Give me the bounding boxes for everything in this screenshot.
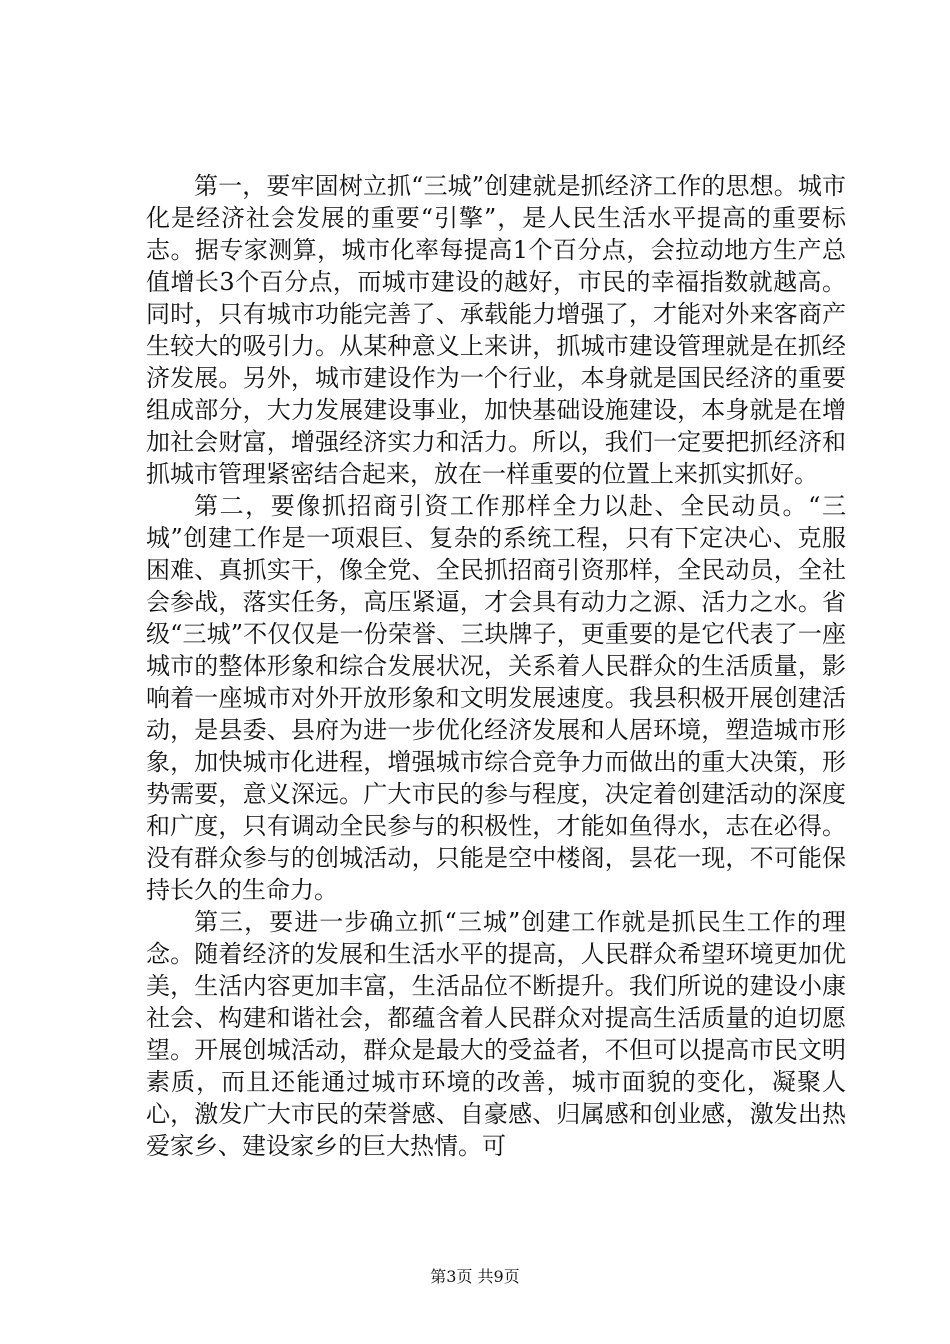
paragraph-3: 第三，要进一步确立抓“三城”创建工作就是抓民生工作的理念。随着经济的发展和生活水平的提高，人民群众希望环境更加优美，生活内容更加丰富，生活品位不断提升。我们所说的建设小康社会、构建和谐社会，都蕴含着人民群众对提高生活质量的迫切愿望。开展创城活动，群众是最大的受益者，不但可以提高市民文明素质，而且还能通过城市环境的改善，城市面貌的变化，凝聚人心，激发广大市民的荣誉感、自豪感、归属感和创业感，激发出热爱家乡、建设家乡的巨大热情。可 [146, 908, 846, 1160]
paragraph-2: 第二，要像抓招商引资工作那样全力以赴、全民动员。“三城”创建工作是一项艰巨、复杂的系统工程，只有下定决心、克服困难、真抓实干，像全党、全民抓招商引资那样，全民动员，全社会参战，落实任务，高压紧逼，才会具有动力之源、活力之水。省级“三城”不仅仅是一份荣誉、三块牌子，更重要的是它代表了一座城市的整体形象和综合发展状况，关系着人民群众的生活质量，影响着一座城市对外开放形象和文明发展速度。我县积极开展创建活动，是县委、县府为进一步优化经济发展和人居环境，塑造城市形象，加快城市化进程，增强城市综合竞争力而做出的重大决策，形势需要，意义深远。广大市民的参与程度，决定着创建活动的深度和广度，只有调动全民参与的积极性，才能如鱼得水，志在必得。没有群众参与的创城活动，只能是空中楼阁，昙花一现，不可能保持长久的生命力。 [146, 492, 846, 904]
paragraph-1: 第一，要牢固树立抓“三城”创建就是抓经济工作的思想。城市化是经济社会发展的重要“引擎”，是人民生活水平提高的重要标志。据专家测算，城市化率每提高1个百分点，会拉动地方生产总值增长3个百分点，而城市建设的越好，市民的幸福指数就越高。同时，只有城市功能完善了、承载能力增强了，才能对外来客商产生较大的吸引力。从某种意义上来讲，抓城市建设管理就是在抓经济发展。另外，城市建设作为一个行业，本身就是国民经济的重要组成部分，大力发展建设事业，加快基础设施建设，本身就是在增加社会财富，增强经济实力和活力。所以，我们一定要把抓经济和抓城市管理紧密结合起来，放在一样重要的位置上来抓实抓好。 [146, 172, 846, 488]
document-body [146, 170, 846, 1162]
page-number: 第3页 共9页 [430, 1267, 520, 1286]
